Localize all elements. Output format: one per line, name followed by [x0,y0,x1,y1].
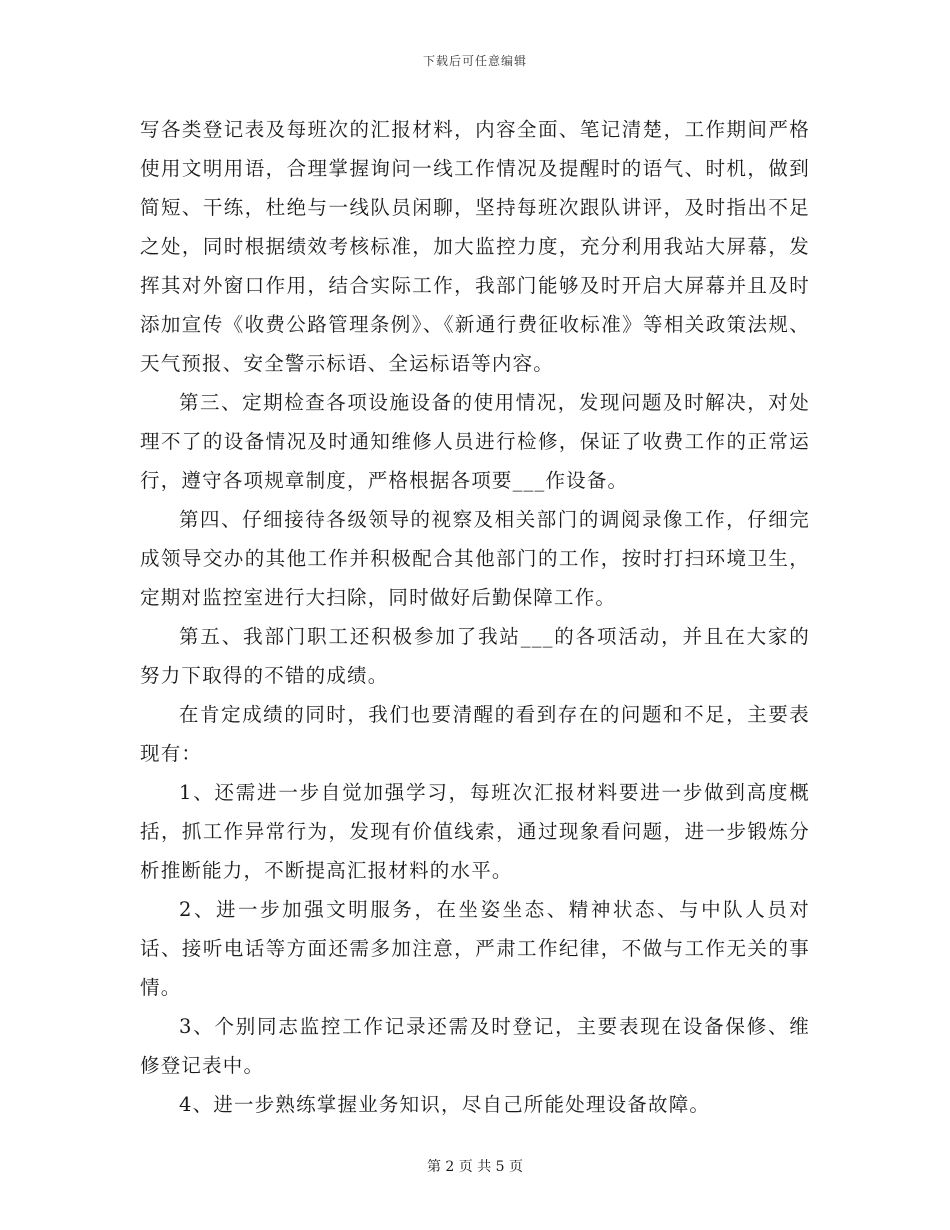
paragraph-continuation: 写各类登记表及每班次的汇报材料，内容全面、笔记清楚，工作期间严格使用文明用语，合理掌握询问一线工作情况及提醒时的语气、时机，做到简短、干练，杜绝与一线队员闲聊，坚持每班次跟队讲评，及时指出不足之处，同时根据绩效考核标准，加大监控力度，充分利用我站大屏幕，发挥其对外窗口作用，结合实际工作，我部门能够及时开启大屏幕并且及时添加宣传《收费公路管理条例》、《新通行费征收标准》等相关政策法规、天气预报、安全警示标语、全运标语等内容。 [140,118,810,375]
page-header: 下载后可任意编辑 [422,54,527,68]
paragraph-shortcoming-4: 4、进一步熟练掌握业务知识，尽自己所能处理设备故障。 [179,1093,711,1116]
paragraph-item-three: 第三、定期检查各项设施设备的使用情况，发现问题及时解决，对处理不了的设备情况及时通知维修人员进行检修，保证了收费工作的正常运行，遵守各项规章制度，严格根据各项要___作设备。 [140,391,810,492]
paragraph-shortcoming-1: 1、还需进一步自觉加强学习，每班次汇报材料要进一步做到高度概括，抓工作异常行为，发现有价值线索，通过现象看问题，进一步锻炼分析推断能力，不断提高汇报材料的水平。 [140,781,810,882]
paragraph-item-four: 第四、仔细接待各级领导的视察及相关部门的调阅录像工作，仔细完成领导交办的其他工作并积极配合其他部门的工作，按时打扫环境卫生，定期对监控室进行大扫除，同时做好后勤保障工作。 [140,508,810,609]
page-number-footer: 第 2 页 共 5 页 [426,1159,524,1175]
paragraph-item-five: 第五、我部门职工还积极参加了我站___的各项活动，并且在大家的努力下取得的不错的成绩。 [140,625,810,687]
paragraph-shortcoming-2: 2、进一步加强文明服务，在坐姿坐态、精神状态、与中队人员对话、接听电话等方面还需多加注意，严肃工作纪律，不做与工作无关的事情。 [140,898,810,999]
paragraph-shortcomings-intro: 在肯定成绩的同时，我们也要清醒的看到存在的问题和不足，主要表现有： [140,703,810,765]
document-body [140,110,810,1124]
paragraph-shortcoming-3: 3、个别同志监控工作记录还需及时登记，主要表现在设备保修、维修登记表中。 [140,1015,810,1077]
